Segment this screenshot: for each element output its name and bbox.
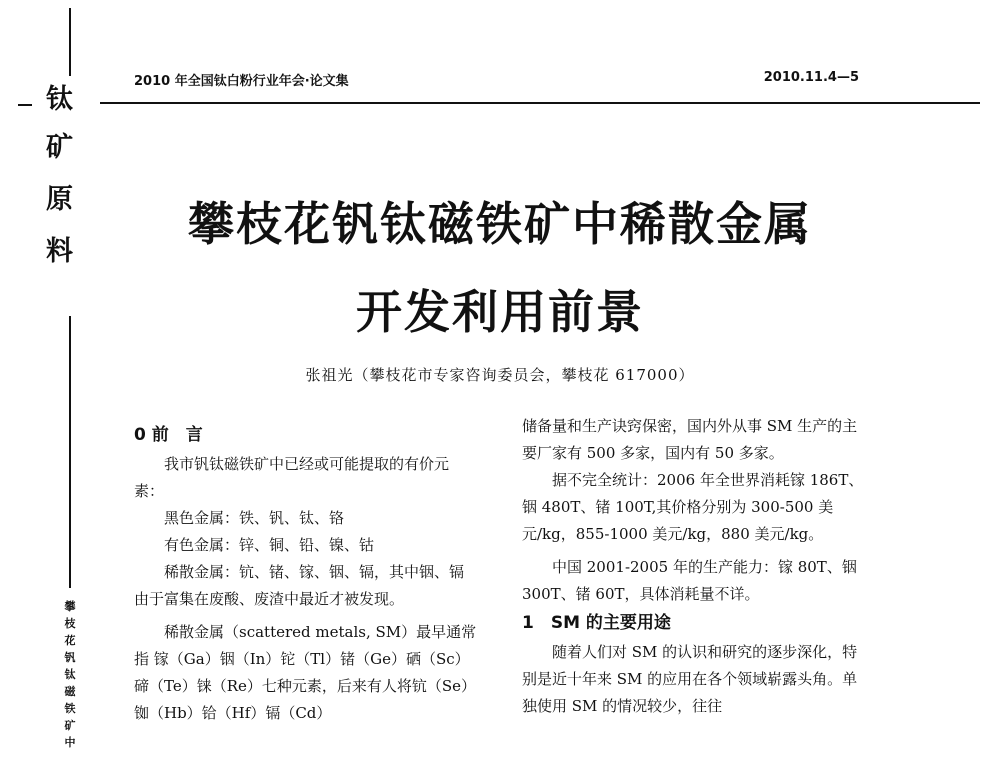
section-char-3: 原: [46, 184, 73, 215]
sidebar-dash: [18, 104, 32, 106]
paragraph: 我市钒钛磁铁矿中已经或可能提取的有价元素：: [134, 455, 450, 500]
running-title-char: 磁: [64, 685, 76, 698]
running-title-char: 枝: [64, 617, 76, 630]
left-column: [134, 420, 478, 727]
running-title-char: 矿: [64, 719, 76, 732]
section-char-1: 钛: [46, 84, 73, 115]
running-title-char: 铁: [64, 702, 76, 715]
running-title-char: 花: [64, 634, 76, 647]
section-heading-uses: 1 SM 的主要用途: [522, 613, 671, 633]
running-title-char: 钛: [64, 668, 76, 681]
section-char-4: 料: [46, 236, 73, 267]
paragraph: 储备量和生产诀窍保密，国内外从事 SM 生产的主要厂家有 500 多家，国内有 50 多家。: [522, 417, 858, 462]
running-title-char: 钒: [64, 651, 76, 664]
paper-title-line-1: 攀枝花钒钛磁铁矿中稀散金属: [188, 197, 812, 251]
paragraph: 据不完全统计：2006 年全世界消耗镓 186T、铟 480T、锗 100T,其价格分别为 300-500 美元/kg，855-1000 美元/kg，880 美元/kg。: [522, 471, 864, 543]
sidebar-running-title: [62, 598, 78, 751]
right-column: [522, 413, 872, 720]
sidebar-rule-bottom: [69, 316, 71, 588]
paragraph: 稀散金属（scattered metals, SM）最早通常指 镓（Ga）铟（In）铊（Tl）锗（Ge）硒（Sc）碲（Te）铼（Re）七种元素，后来有人将钪（Se）铷（Hb）铪（Hf）镉（Cd）: [134, 623, 477, 722]
running-header-journal: 2010 年全国钛白粉行业年会·论文集: [134, 74, 349, 89]
paragraph: 有色金属：锌、铜、铅、镍、钴: [164, 536, 375, 554]
paragraph: 随着人们对 SM 的认识和研究的逐步深化，特别是近十年来 SM 的应用在各个领域崭露头角。单独使用 SM 的情况较少，往往: [522, 643, 858, 715]
paragraph: 黑色金属：铁、钒、钛、铬: [164, 509, 345, 527]
running-header-date: 2010.11.4—5: [763, 70, 859, 85]
paper-title-line-2: 开发利用前景: [356, 285, 644, 339]
paragraph: 中国 2001-2005 年的生产能力：镓 80T、铟 300T、锗 60T，具体消耗量不详。: [522, 558, 857, 603]
section-heading-intro: 0 前 言: [134, 425, 203, 445]
section-char-2: 矿: [46, 132, 73, 163]
author-affiliation: 张祖光（攀枝花市专家咨询委员会，攀枝花 617000）: [305, 366, 695, 384]
sidebar-rule-top: [69, 8, 71, 76]
running-title-char: 中: [64, 736, 76, 749]
paragraph: 稀散金属：钪、锗、镓、铟、镉，其中铟、镉由于富集在废酸、废渣中最近才被发现。: [134, 563, 465, 608]
header-rule: [100, 102, 980, 104]
running-title-char: 攀: [64, 600, 76, 613]
